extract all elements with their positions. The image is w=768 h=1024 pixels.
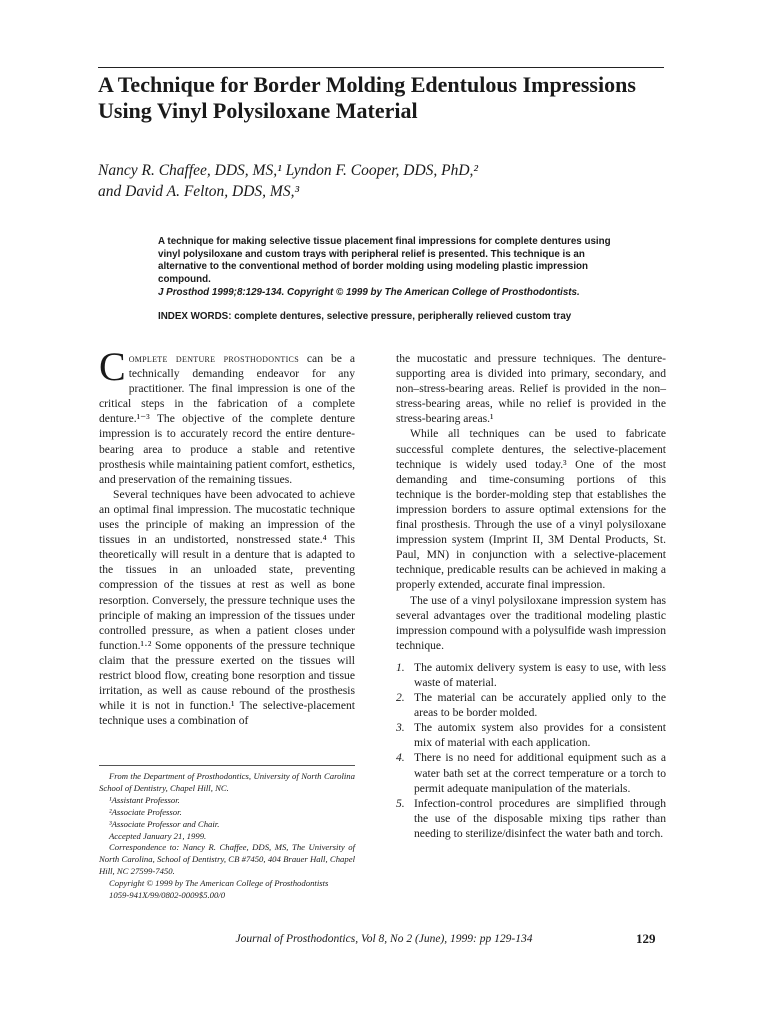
drop-cap: C bbox=[99, 344, 126, 389]
footnote-1: ¹Assistant Professor. bbox=[109, 794, 180, 805]
list-item: 5. Infection-control procedures are simplified through the use of the disposable mixing tips rather than needing to sterilize/disinfect the water bath and torch. bbox=[396, 796, 666, 840]
footnote-3: ³Associate Professor and Chair. bbox=[109, 818, 220, 829]
footnote-divider bbox=[99, 765, 355, 766]
body-column-right bbox=[396, 351, 666, 841]
journal-citation: J Prosthod 1999;8:129-134. Copyright © 1999 by The American College of Prosthodontists. bbox=[158, 287, 580, 298]
list-item: 3. The automix system also provides for a consistent mix of material with each application. bbox=[396, 721, 666, 750]
page-number: 129 bbox=[636, 931, 656, 946]
footnote-accepted: Accepted January 21, 1999. bbox=[109, 830, 207, 841]
footnote-code: 1059-941X/99/0802-0009$5.00/0 bbox=[109, 890, 226, 901]
footnote-department: From the Department of Prosthodontics, University of North Carolina School of Dentistry, Chapel Hill, NC. bbox=[99, 771, 355, 793]
advantages-list bbox=[396, 660, 666, 841]
intro-paragraph bbox=[99, 344, 356, 487]
paragraph-selective: While all techniques can be used to fabricate successful complete dentures, the selective-placement technique is widely used today.³ One of the most demanding and time-consuming portions of this technique is the border-molding step that establishes the impression borders to assure optimal extensions for the final prosthesis. Through the use of a vinyl polysiloxane impression system (Imprint II, 3M Dental Products, St. Paul, MN) in conjunction with a selective-placement technique, predicable results can be achieved in making a properly extended, accurate final impression. bbox=[396, 427, 666, 592]
article-title: A Technique for Border Molding Edentulous Impressions Using Vinyl Polysiloxane Material bbox=[98, 72, 636, 123]
index-words: INDEX WORDS: complete dentures, selective pressure, peripherally relieved custom tray bbox=[158, 310, 572, 322]
paragraph-techniques: Several techniques have been advocated to achieve an optimal final impression. The mucostatic technique uses the principle of making an impression of the tissues in an undistorted, nonstressed state.⁴ This theoretically will result in a denture that is adapted to the tissues in an unloaded state, preventing compression of the tissues at rest as well as bone resorption. Conversely, the pressure technique uses the principle of making an impression of the tissues under controlled pressure, as when a patient closes under function.¹·² Some opponents of the pressure technique claim that the pressure exerted on the tissues will restrict blood flow, creating bone resorption and tissue irritation, as well as cause rebound of the prosthesis while it is not in function.¹ The selective-placement technique uses a combination of bbox=[99, 487, 355, 728]
list-item: 4. There is no need for additional equipment such as a water bath set at the correct temperature or a torch to permit adequate manipulation of the materials. bbox=[396, 751, 666, 795]
author-list bbox=[98, 160, 658, 202]
abstract-text: A technique for making selective tissue placement final impressions for complete dentures using vinyl polysiloxane and custom trays with peripheral relief is presented. This technique is an alternative to the conventional method of border molding using modeling plastic impression compound. bbox=[158, 236, 611, 285]
list-item: 1. The automix delivery system is easy to use, with less waste of material. bbox=[396, 660, 666, 689]
intro-text: can be a technically demanding endeavor for any practitioner. The final impression is one of the critical steps in the fabrication of a complete denture.¹⁻³ The objective of the complete denture impression is to accurately record the entire denture-bearing area to produce a stable and retentive prosthesis while maintaining patient comfort, esthetics, and preservation of the remaining tissues. bbox=[99, 352, 356, 486]
paragraph-continued: the mucostatic and pressure techniques. The denture-supporting area is divided into primary, secondary, and non–stress-bearing areas. Relief is provided in the non–stress-bearing areas, while no relief is provided in the stress-bearing areas.¹ bbox=[396, 352, 666, 426]
footnote-correspondence: Correspondence to: Nancy R. Chaffee, DDS, MS, The University of North Carolina, School of Dentistry, CB #7450, 404 Brauer Hall, Chapel Hill, NC 27599-7450. bbox=[99, 842, 355, 877]
footnotes bbox=[99, 771, 355, 902]
authors-line-1: Nancy R. Chaffee, DDS, MS,¹ Lyndon F. Cooper, DDS, PhD,² bbox=[98, 162, 479, 179]
paragraph-advantages: The use of a vinyl polysiloxane impression system has several advantages over the traditional modeling plastic impression compound with a polysulfide wash impression technique. bbox=[396, 593, 666, 652]
top-rule bbox=[98, 67, 664, 68]
list-item: 2. The material can be accurately applied only to the areas to be border molded. bbox=[396, 691, 666, 720]
lead-in-smallcaps: omplete denture prosthodontics bbox=[128, 352, 299, 365]
journal-footer: Journal of Prosthodontics, Vol 8, No 2 (June), 1999: pp 129-134 bbox=[235, 933, 533, 945]
footnote-2: ²Associate Professor. bbox=[109, 806, 182, 817]
abstract bbox=[158, 236, 628, 323]
body-column-left bbox=[99, 344, 356, 728]
footnote-copyright: Copyright © 1999 by The American College of Prosthodontists bbox=[109, 878, 329, 889]
authors-line-2: and David A. Felton, DDS, MS,³ bbox=[98, 183, 300, 200]
